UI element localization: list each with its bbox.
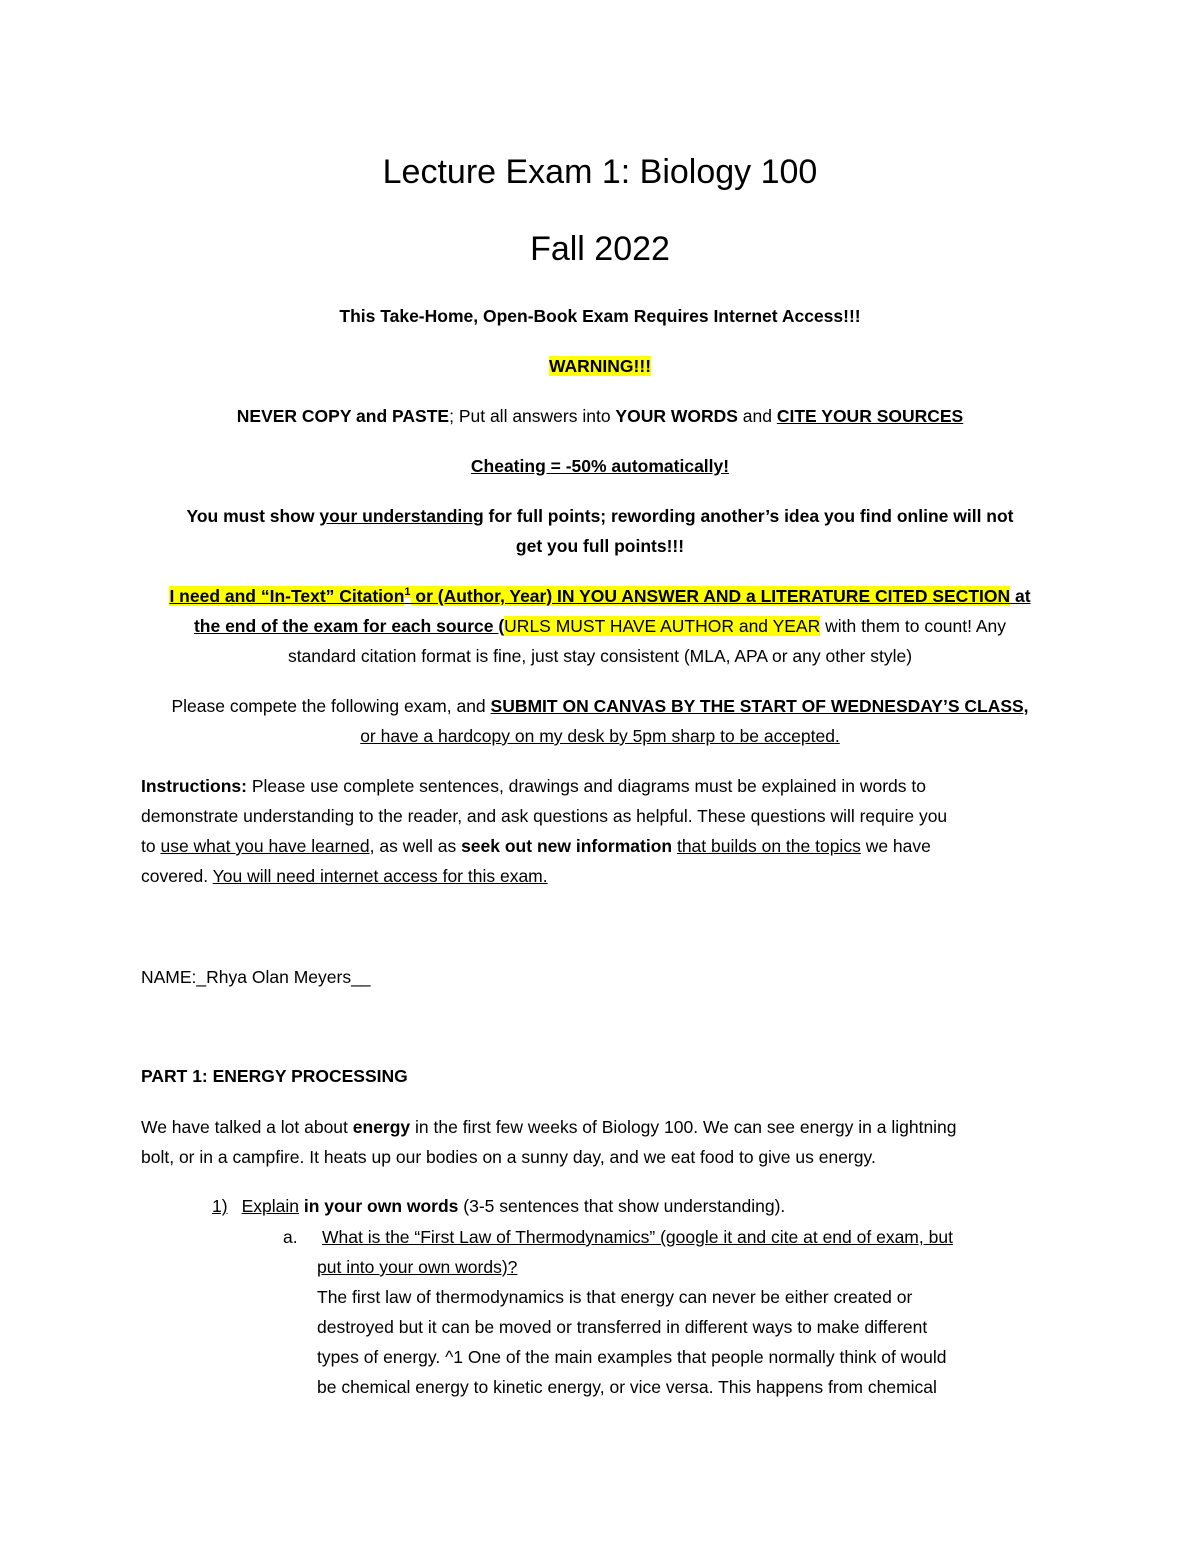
citation-format-note: standard citation format is fine, just stay consistent (MLA, APA or any other style) bbox=[287, 646, 913, 666]
citation-requirement-2: the end of the exam for each source (URLS MUST HAVE AUTHOR and YEAR with them to count! Any bbox=[193, 616, 1007, 636]
question-1a-text: What is the “First Law of Thermodynamics” (google it and cite at end of exam, but bbox=[322, 1227, 953, 1247]
answer-line: types of energy. ^1 One of the main examples that people normally think of would bbox=[317, 1347, 947, 1367]
submit-instructions: Please compete the following exam, and SUBMIT ON CANVAS BY THE START OF WEDNESDAY’S CLASS, bbox=[171, 696, 1029, 716]
part1-intro-2: bolt, or in a campfire. It heats up our bodies on a sunny day, and we eat food to give us energy. bbox=[141, 1147, 876, 1167]
instructions-line-2: demonstrate understanding to the reader, and ask questions as helpful. These questions will require you bbox=[141, 806, 948, 826]
part1-heading: PART 1: ENERGY PROCESSING bbox=[141, 1066, 408, 1086]
internet-requirement: This Take-Home, Open-Book Exam Requires Internet Access!!! bbox=[339, 306, 861, 326]
student-name: NAME:_Rhya Olan Meyers__ bbox=[141, 967, 371, 987]
question-1a-text-cont: put into your own words)? bbox=[317, 1257, 518, 1277]
submit-instructions-cont: or have a hardcopy on my desk by 5pm sharp to be accepted. bbox=[360, 726, 840, 746]
copy-rule: NEVER COPY and PASTE; Put all answers into YOUR WORDS and CITE YOUR SOURCES bbox=[236, 406, 964, 426]
warning-line bbox=[0, 354, 1200, 378]
answer-line: be chemical energy to kinetic energy, or vice versa. This happens from chemical bbox=[317, 1377, 937, 1397]
understanding-note-cont: get you full points!!! bbox=[515, 536, 685, 556]
instructions-line-1: Instructions: Please use complete sentences, drawings and diagrams must be explained in words to bbox=[141, 776, 926, 796]
instructions-line-4: covered. You will need internet access for this exam. bbox=[141, 866, 548, 886]
understanding-note: You must show your understanding for full points; rewording another’s idea you find online will not bbox=[186, 506, 1014, 526]
question-1: 1) Explain in your own words (3-5 sentences that show understanding). bbox=[212, 1196, 786, 1216]
exam-term: Fall 2022 bbox=[530, 230, 670, 268]
exam-title: Lecture Exam 1: Biology 100 bbox=[382, 153, 818, 191]
answer-line: destroyed but it can be moved or transferred in different ways to make different bbox=[317, 1317, 928, 1337]
part1-intro-1: We have talked a lot about energy in the first few weeks of Biology 100. We can see energy in a lightning bbox=[141, 1117, 957, 1137]
answer-line: The first law of thermodynamics is that energy can never be either created or bbox=[317, 1287, 913, 1307]
cheating-penalty: Cheating = -50% automatically! bbox=[470, 456, 730, 476]
question-1a-letter: a. bbox=[283, 1227, 298, 1247]
warning-label: WARNING!!! bbox=[548, 356, 652, 376]
instructions-line-3: to use what you have learned, as well as seek out new information that builds on the topics we have bbox=[141, 836, 931, 856]
citation-requirement: I need and “In-Text” Citation$^1$ or (Author, Year) IN YOU ANSWER AND a LITERATURE CITED SECTION at bbox=[169, 586, 1031, 606]
